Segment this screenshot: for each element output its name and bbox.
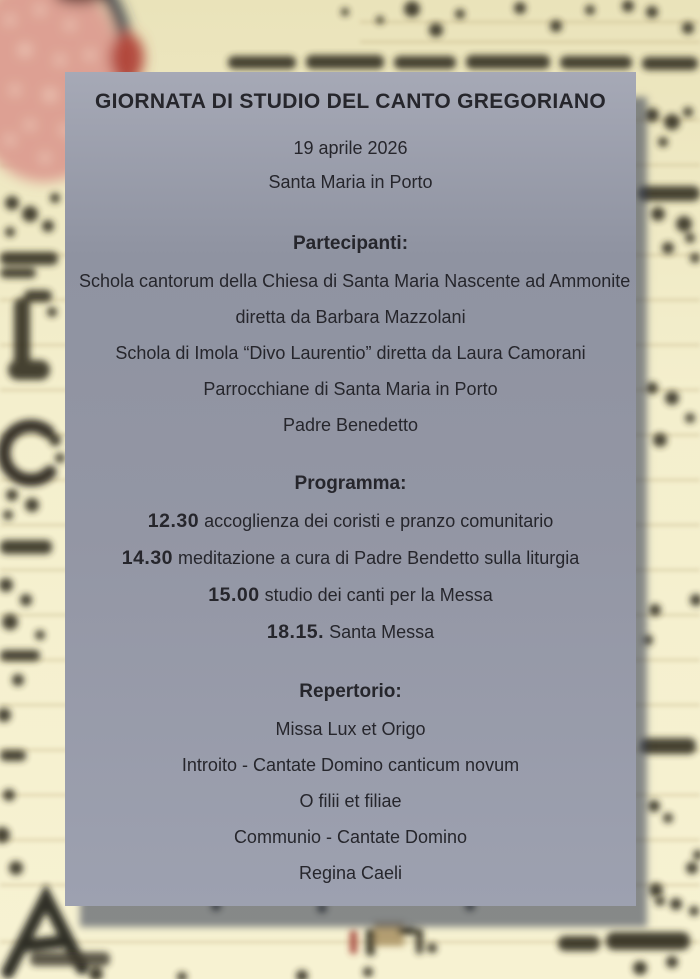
program-heading: Programma:: [294, 473, 407, 494]
event-date: 19 aprile 2026: [293, 138, 408, 158]
program-text: studio dei canti per la Messa: [264, 585, 493, 605]
program-text: meditazione a cura di Padre Bendetto sulla liturgia: [178, 548, 580, 568]
program-time: 18.15.: [266, 621, 325, 643]
repertoire-line: O filii et filiae: [299, 791, 402, 811]
participant-line: Schola cantorum della Chiesa di Santa Maria Nascente ad Ammonite: [79, 271, 631, 291]
repertoire-line: Communio - Cantate Domino: [233, 827, 468, 847]
participants-heading: Partecipanti:: [292, 233, 409, 254]
repertoire-line: Regina Caeli: [298, 863, 403, 883]
program-time: 15.00: [208, 584, 260, 606]
program-text: Santa Messa: [329, 622, 435, 642]
participant-line: diretta da Barbara Mazzolani: [235, 307, 466, 327]
participant-line: Parrocchiane di Santa Maria in Porto: [203, 379, 498, 399]
poster-title: GIORNATA DI STUDIO DEL CANTO GREGORIANO: [94, 90, 607, 113]
participant-line: Padre Benedetto: [282, 415, 419, 435]
participant-line: Schola di Imola “Divo Laurentio” diretta da Laura Camorani: [115, 343, 586, 363]
program-item: [79, 577, 622, 614]
repertoire-line: Missa Lux et Origo: [275, 719, 426, 739]
participants-list: [79, 263, 631, 443]
repertoire-list: [79, 711, 622, 891]
program-text: accoglienza dei coristi e pranzo comunitario: [204, 511, 554, 531]
program-item: [79, 614, 622, 651]
program-item: [79, 540, 622, 577]
program-item: [79, 503, 622, 540]
program-list: [79, 503, 622, 651]
repertoire-line: Introito - Cantate Domino canticum novum: [181, 755, 520, 775]
program-time: 12.30: [147, 510, 200, 532]
repertoire-heading: Repertorio:: [299, 681, 402, 702]
poster-panel: [65, 72, 636, 906]
event-location: Santa Maria in Porto: [268, 172, 433, 192]
program-time: 14.30: [121, 547, 174, 569]
